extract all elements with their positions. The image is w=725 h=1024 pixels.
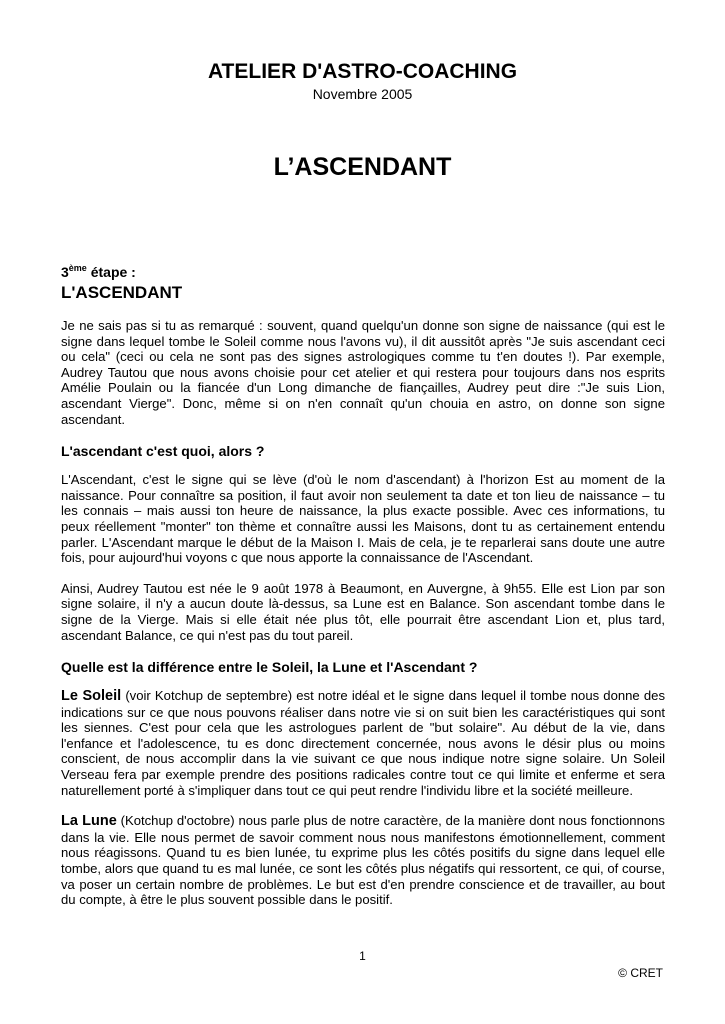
lune-text: (Kotchup d'octobre) nous parle plus de notre caractère, de la manière dont nous fonctionnons dans la vie. Elle nous permet de savoir comment nous nous manifestons émotionnellement, comment nous réagissons. Quand tu es bien lunée, tu exprime plus les côtés positifs du signe dans lequel elle tombe, alors que quand tu es mal lunée, ce sont les côtés plus négatifs qui ressortent, ce qui, of course, va poser un certain nombre de problèmes. Le but est d'en prendre conscience et de travailler, au bout du compte, à être le plus souvent possible dans le positif. xyxy=(61,813,665,908)
heading-ascendant-definition: L'ascendant c'est quoi, alors ? xyxy=(61,443,265,460)
paragraph-ascendant-definition: L'Ascendant, c'est le signe qui se lève (d'où le nom d'ascendant) à l'horizon Est au moment de la naissance. Pour connaître sa position, il faut avoir non seulement ta date et ton lieu de naissance – tu les connais – mais aussi ton heure de naissance, la plus exacte possible. Avec ces informations, tu peux réellement "monter" ton thème et connaître aussi les Maisons, dont tu as certainement entendu parler. L'Ascendant marque le début de la Maison I. Mais de cela, je te reparlerai sans doute une autre fois, pour aujourd'hui voyons c que nous apporte la connaissance de l'Ascendant. xyxy=(61,472,665,566)
step-label xyxy=(61,263,136,281)
paragraph-soleil xyxy=(61,688,665,798)
intro-paragraph: Je ne sais pas si tu as remarqué : souvent, quand quelqu'un donne son signe de naissance (qui est le signe dans lequel tombe le Soleil comme nous l'avons vu), il dit aussitôt après "Je suis ascendant ceci ou cela" (ceci ou cela ne sont pas des signes astrologiques comme tu t'en doutes !). Par exemple, Audrey Tautou que nous avons choisie pour cet atelier et qui restera pour toujours dans nos esprits Amélie Poulain ou la fiancée d'un Long dimanche de fiançailles, Audrey peut dire :"Je suis Lion, ascendant Vierge". Donc, même si on n'en connaît qu'un chouia en astro, on donne son signe ascendant. xyxy=(61,318,665,427)
step-text: étape : xyxy=(90,264,136,280)
workshop-title: ATELIER D'ASTRO-COACHING xyxy=(207,60,518,83)
step-superscript: ème xyxy=(68,263,87,273)
document-body xyxy=(61,318,665,908)
lune-lead: La Lune xyxy=(61,813,117,830)
section-title: L'ASCENDANT xyxy=(61,283,183,302)
soleil-lead: Le Soleil xyxy=(61,688,122,705)
copyright-notice: © CRET xyxy=(618,966,663,980)
document-date: Novembre 2005 xyxy=(312,86,413,102)
step-number: 3 xyxy=(61,264,69,280)
page-number: 1 xyxy=(359,949,366,963)
page-title: L’ASCENDANT xyxy=(273,153,452,181)
heading-difference: Quelle est la différence entre le Soleil, la Lune et l'Ascendant ? xyxy=(61,659,478,676)
paragraph-audrey-tautou: Ainsi, Audrey Tautou est née le 9 août 1978 à Beaumont, en Auvergne, à 9h55. Elle est Lion par son signe solaire, il n'y a aucun doute là-dessus, sa Lune est en Balance. Son ascendant tombe dans le signe de la Vierge. Mais si elle était née plus tôt, elle pourrait être ascendant Lion et, plus tard, ascendant Balance, ce qui n'est pas du tout pareil. xyxy=(61,580,665,643)
paragraph-lune xyxy=(61,813,665,908)
soleil-text: (voir Kotchup de septembre) est notre idéal et le signe dans lequel il tombe nous donne des indications sur ce que nous pouvons réaliser dans notre vie si on suit bien les caractéristiques qui sont les siennes. C'est pour cela que les astrologues parlent de "but solaire". Au début de la vie, dans l'enfance et l'adolescence, tu es donc directement concernée, nous avons le désir plus ou moins conscient, de nous accomplir dans la vie suivant ce que nous indique notre signe solaire. Un Soleil Verseau fera par exemple prendre des positions radicales contre tout ce qui limite et enferme et sera naturellement porté à s'impliquer dans tout ce qui peut rendre l'individu libre et la société meilleure. xyxy=(61,688,665,798)
